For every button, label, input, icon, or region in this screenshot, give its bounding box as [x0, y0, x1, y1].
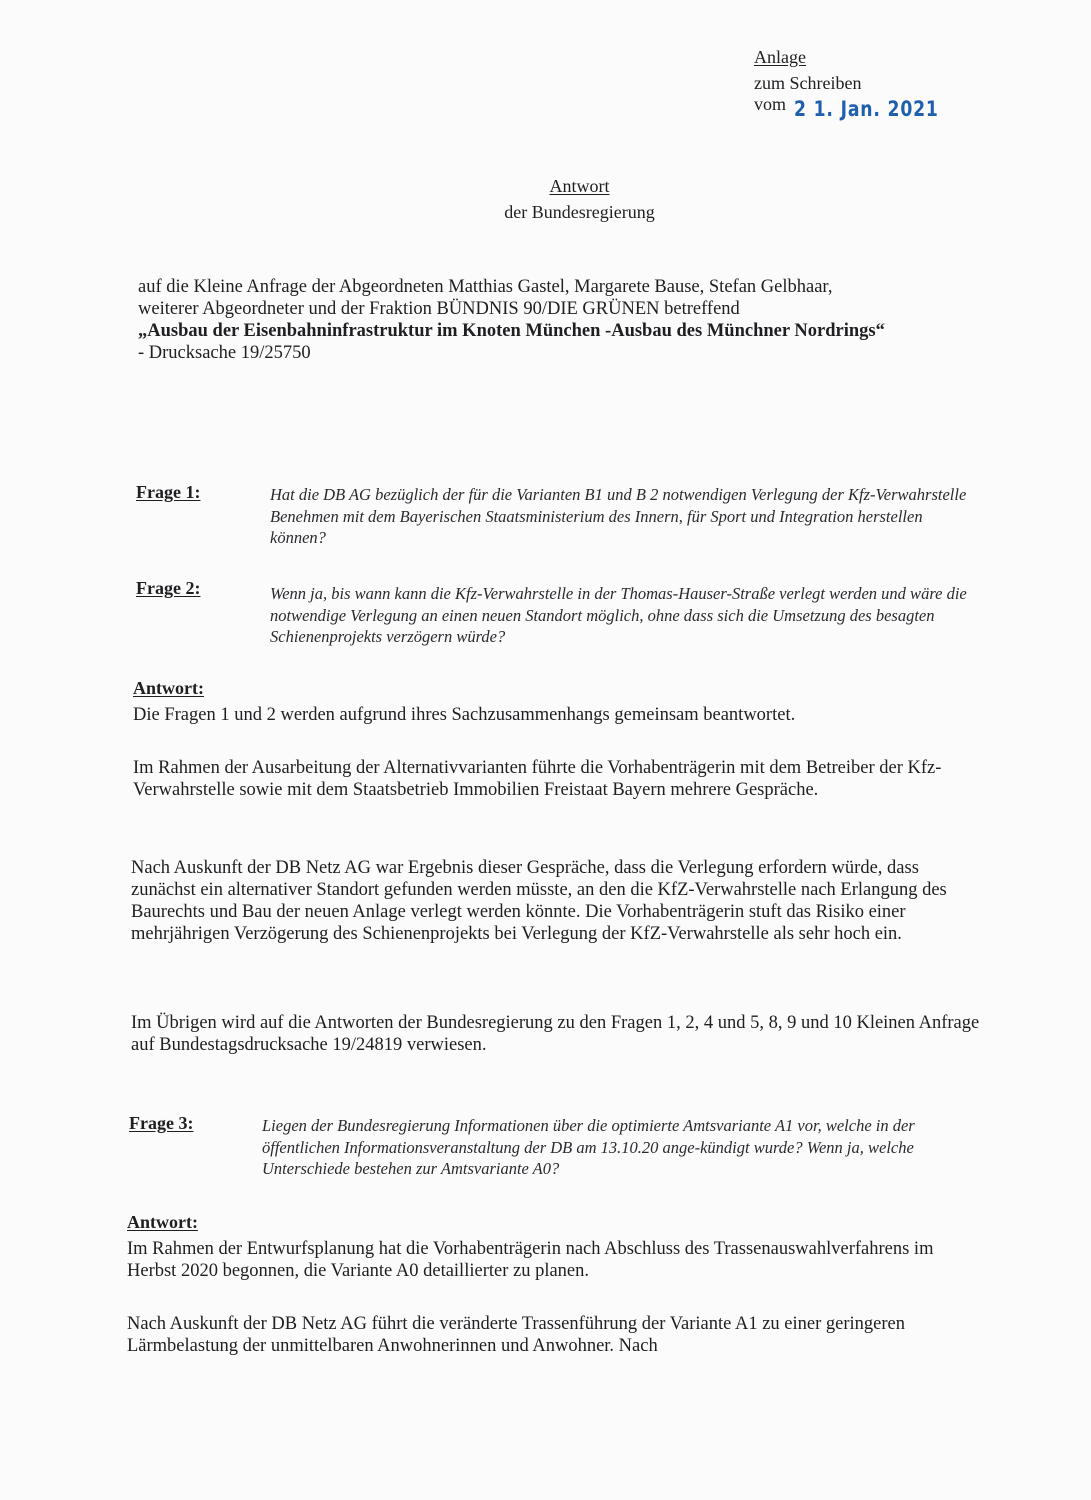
vom-label: vom: [754, 94, 787, 114]
intro-line-1: auf die Kleine Anfrage der Abgeordneten Matthias Gastel, Margarete Bause, Stefan Gelbhaar,: [138, 277, 833, 297]
answer-1-para-2: Im Rahmen der Ausarbeitung der Alternativvarianten führte die Vorhabenträgerin mit dem Betreiber der Kfz-Verwahrstelle sowie mit dem Staatsbetrieb Immobilien Freistaat Bayern mehrere Gespräche.: [133, 758, 942, 800]
answer-1-heading: Antwort:: [133, 678, 204, 698]
question-1-label: Frage 1:: [136, 482, 201, 502]
intro-block: [138, 276, 988, 364]
title-bundesregierung: der Bundesregierung: [504, 202, 655, 222]
date-stamp: 2 1. Jan. 2021: [794, 97, 939, 121]
answer-2-heading: Antwort:: [127, 1212, 198, 1232]
answer-2-para-2: Nach Auskunft der DB Netz AG führt die veränderte Trassenführung der Variante A1 zu einer geringeren Lärmbelastung der unmittelbaren Anwohnerinnen und Anwohner. Nach: [127, 1314, 905, 1356]
answer-1-para-4: Im Übrigen wird auf die Antworten der Bundesregierung zu den Fragen 1, 2, 4 und 5, 8, 9 und 10 Kleinen Anfrage auf Bundestagsdrucksache 19/24819 verwiesen.: [131, 1013, 980, 1055]
document-title: [0, 173, 1091, 225]
zum-schreiben-label: zum Schreiben: [754, 73, 862, 93]
question-1-text: Hat die DB AG bezüglich der für die Varianten B1 und B 2 notwendigen Verlegung der Kfz-Verwahrstelle Benehmen mit dem Bayerischen Staatsministerium des Innern, für Sport und Integration herstellen können?: [270, 485, 967, 547]
answer-2-para-1: Im Rahmen der Entwurfsplanung hat die Vorhabenträgerin nach Abschluss des Trassenauswahlverfahrens im Herbst 2020 begonnen, die Variante A0 detaillierter zu planen.: [127, 1239, 934, 1281]
drucksache-ref: - Drucksache 19/25750: [138, 343, 311, 363]
attachment-header: [754, 44, 971, 123]
date-line: [754, 96, 971, 123]
intro-line-2: weiterer Abgeordneter und der Fraktion BÜNDNIS 90/DIE GRÜNEN betreffend: [138, 299, 740, 319]
answer-1-para-3: Nach Auskunft der DB Netz AG war Ergebnis dieser Gespräche, dass die Verlegung erfordern würde, dass zunächst ein alternativer Standort gefunden werden müsste, an den die KfZ-Verwahrstelle nach Erlangung des Baurechts und Bau der neuen Anlage verlegt werden könnte. Die Vorhabenträgerin stuft das Risiko einer mehrjährigen Verzögerung des Schienenprojekts bei Verlegung der KfZ-Verwahrstelle als sehr hoch ein.: [131, 858, 947, 944]
inquiry-subject: „Ausbau der Eisenbahninfrastruktur im Knoten München -Ausbau des Münchner Nordrings“: [138, 321, 885, 341]
answer-1-para-1: Die Fragen 1 und 2 werden aufgrund ihres Sachzusammenhangs gemeinsam beantwortet.: [133, 705, 796, 725]
question-2-label: Frage 2:: [136, 578, 201, 598]
title-antwort: Antwort: [549, 176, 610, 196]
question-3-text: Liegen der Bundesregierung Informationen über die optimierte Amtsvariante A1 vor, welche in der öffentlichen Informationsveranstaltung der DB am 13.10.20 ange-kündigt wurde? Wenn ja, welche Unterschiede bestehen zur Amtsvariante A0?: [262, 1116, 915, 1178]
anlage-label: Anlage: [754, 47, 806, 67]
question-2-text: Wenn ja, bis wann kann die Kfz-Verwahrstelle in der Thomas-Hauser-Straße verlegt werden und wäre die notwendige Verlegung an einen neuen Standort möglich, ohne dass sich die Umsetzung des besagten Schienenprojekts verzögern würde?: [270, 584, 967, 646]
question-3-label: Frage 3:: [129, 1113, 194, 1133]
